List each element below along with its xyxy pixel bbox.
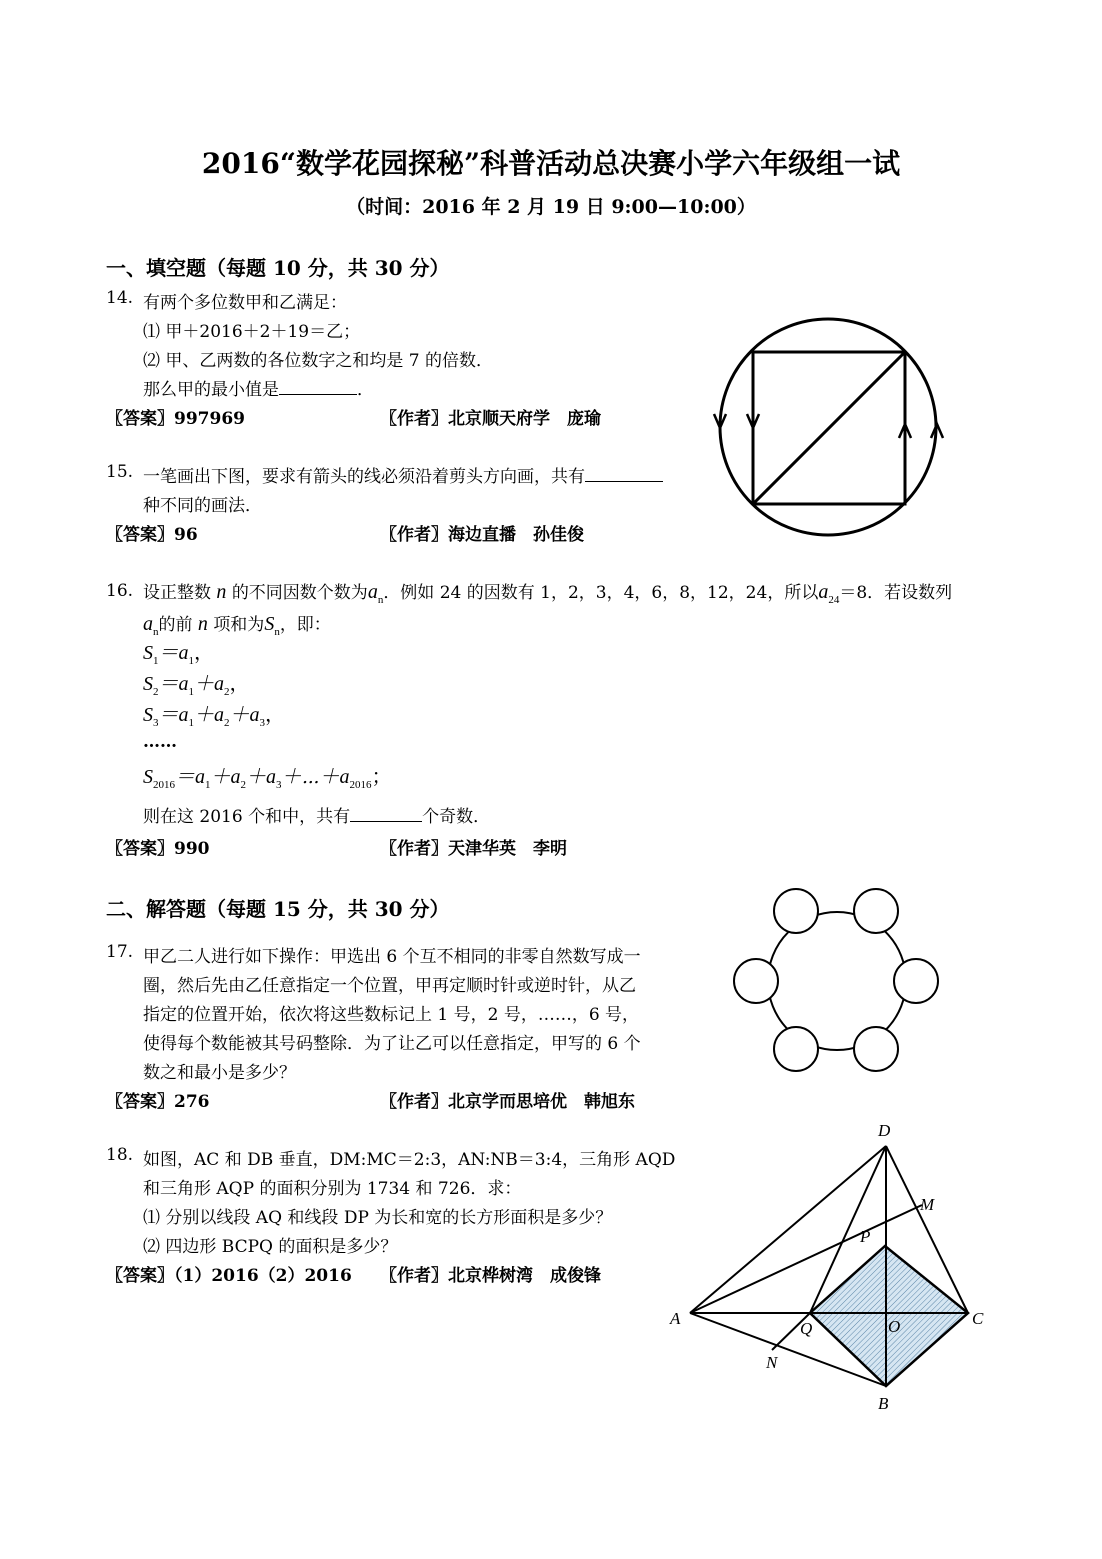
q16-var-a24 — [818, 581, 840, 606]
q15-figure — [700, 310, 960, 540]
eq4-plus1: ＋ — [210, 766, 231, 788]
eq2-plus: ＋ — [194, 673, 214, 695]
page-title: 2016“数学花园探秘”科普活动总决赛小学六年级组一试 — [201, 147, 901, 180]
q15-answer-blank[interactable] — [585, 467, 663, 482]
eq2-S: S — [143, 673, 153, 695]
q16-var-an — [367, 581, 384, 606]
q15-line1 — [143, 462, 663, 487]
q18-author: 〖作者〗北京桦树湾 成俊锋 — [380, 1266, 601, 1286]
q15-fig-diagonal — [753, 352, 905, 504]
eq4-a1: a — [195, 766, 205, 788]
eq4-a1-sub: 1 — [205, 779, 211, 791]
q14-line1: 有两个多位数甲和乙满足： — [143, 293, 347, 313]
q15-author: 〖作者〗海边直播 孙佳俊 — [380, 525, 584, 545]
q16-l1-text-a: 设正整数 — [143, 583, 211, 603]
q16-var-an2-base: a — [143, 613, 153, 635]
q17-slot-circle — [774, 1027, 818, 1071]
q16-var-an2-sub: n — [153, 626, 159, 638]
q18-number: 18. — [106, 1145, 134, 1165]
q14-answer: 〖答案〗997969 — [106, 409, 245, 429]
q18-label-p: P — [860, 1227, 871, 1246]
q16-ask — [143, 802, 490, 827]
q16-var-sn-base: S — [264, 613, 275, 635]
q17-line: 数之和最小是多少？ — [143, 1063, 296, 1083]
eq3-a1-sub: 1 — [188, 717, 194, 729]
eq4-a2: a — [230, 766, 241, 788]
eq4-S-sub: 2016 — [153, 779, 175, 791]
q16-l1-eq: ＝8 — [839, 583, 868, 603]
eq1-eq: ＝ — [158, 642, 179, 664]
q17-line: 圈，然后先由乙任意指定一个位置，甲再定顺时针或逆时针，从乙 — [143, 976, 636, 996]
q18-label-c: C — [972, 1309, 984, 1328]
q16-l1-text-d: ．若设数列 — [867, 583, 953, 603]
q16-var-n: n — [216, 581, 227, 603]
eq4-a3: a — [266, 766, 276, 788]
q16-var-a24-sub: 24 — [828, 594, 840, 606]
q16-ellipsis: …… — [143, 732, 177, 752]
q14-ask-text: 那么甲的最小值是 — [143, 380, 279, 400]
q16-answer: 〖答案〗990 — [106, 839, 210, 859]
q16-l1-text-c: ．例如 24 的因数有 1，2，3，4，6，8，12，24，所以 — [383, 583, 819, 603]
q14-cond1: ⑴ 甲＋2016＋2＋19＝乙； — [143, 322, 361, 342]
q16-author: 〖作者〗天津华英 李明 — [380, 839, 567, 859]
eq2-a2-sub: 2 — [224, 686, 230, 698]
q18-label-d: D — [878, 1121, 891, 1140]
q16-eq-s3 — [143, 698, 285, 729]
q17-line: 使得每个数能被其号码整除．为了让乙可以任意指定，甲写的 6 个 — [143, 1034, 641, 1054]
eq3-plus2: ＋ — [229, 704, 250, 726]
q17-slot-circle — [854, 1027, 898, 1071]
q16-answer-blank[interactable] — [350, 807, 422, 822]
q16-var-n2: n — [197, 613, 208, 635]
q17-answer: 〖答案〗276 — [106, 1092, 210, 1112]
exam-time: （时间：2016 年 2 月 19 日 9:00—10:00） — [346, 196, 756, 218]
q17-author: 〖作者〗北京学而思培优 韩旭东 — [380, 1092, 635, 1112]
q16-var-sn-sub: n — [274, 626, 280, 638]
q18-label-a: A — [670, 1309, 681, 1328]
eq2-S-sub: 2 — [153, 686, 159, 698]
q15-answer: 〖答案〗96 — [106, 525, 198, 545]
q14-ask-end: ． — [357, 380, 374, 400]
q16-l2-text-a: 的前 — [158, 615, 193, 635]
q14-cond2: ⑵ 甲、乙两数的各位数字之和均是 7 的倍数． — [143, 351, 494, 371]
q18-cond2: ⑵ 四边形 BCPQ 的面积是多少？ — [143, 1237, 398, 1257]
q14-answer-blank[interactable] — [279, 380, 357, 395]
eq4-semi: ； — [371, 766, 392, 788]
q18-line1: 如图，AC 和 DB 垂直，DM:MC＝2:3，AN:NB＝3:4，三角形 AQD — [143, 1150, 676, 1170]
eq4-a2016: a — [339, 766, 350, 788]
eq3-a2: a — [214, 704, 224, 726]
eq3-comma: ， — [265, 704, 285, 726]
eq3-S: S — [143, 704, 153, 726]
q18-label-b: B — [878, 1394, 889, 1413]
eq4-plus2: ＋ — [246, 766, 266, 788]
q15-number: 15. — [106, 462, 134, 482]
eq1-S: S — [143, 642, 153, 664]
q18-figure — [660, 1118, 1000, 1418]
eq1-S-sub: 1 — [153, 655, 159, 667]
eq4-a2-sub: 2 — [240, 779, 246, 791]
q17-slot-circle — [774, 889, 818, 933]
q18-label-q: Q — [800, 1319, 813, 1338]
eq3-eq: ＝ — [158, 704, 179, 726]
q14-number: 14. — [106, 288, 134, 308]
q18-label-m: M — [920, 1195, 935, 1214]
eq2-a1-sub: 1 — [188, 686, 194, 698]
eq3-a3-sub: 3 — [259, 717, 265, 729]
q16-ask-end: 个奇数． — [422, 807, 491, 827]
q16-var-an2 — [143, 613, 159, 638]
q16-line1 — [143, 578, 952, 606]
q17-slot-circle — [854, 889, 898, 933]
q16-l2-text-b: 项和为 — [213, 615, 265, 635]
q17-number: 17. — [106, 942, 134, 962]
q17-line: 甲乙二人进行如下操作：甲选出 6 个互不相同的非零自然数写成一 — [143, 947, 641, 967]
q17-slot-circle — [734, 959, 778, 1003]
eq1-comma: ， — [194, 642, 214, 664]
q18-line2: 和三角形 AQP 的面积分别为 1734 和 726．求： — [143, 1179, 522, 1199]
q17-line: 指定的位置开始，依次将这些数标记上 1 号，2 号，……，6 号， — [143, 1005, 640, 1025]
q18-cond1: ⑴ 分别以线段 AQ 和线段 DP 为长和宽的长方形面积是多少？ — [143, 1208, 613, 1228]
eq3-a3: a — [249, 704, 260, 726]
q16-number: 16. — [106, 581, 134, 601]
q16-var-an-sub: n — [377, 594, 384, 606]
q16-var-sn — [264, 613, 280, 638]
eq1-a1: a — [178, 642, 189, 664]
q14-ask — [143, 375, 374, 400]
eq4-a3-sub: 3 — [276, 779, 282, 791]
q16-l1-text-b: 的不同因数个数为 — [231, 583, 368, 603]
q16-line2 — [143, 610, 331, 638]
q16-l2-text-c: ，即： — [279, 615, 331, 635]
eq1-a1-sub: 1 — [188, 655, 194, 667]
eq3-plus1: ＋ — [194, 704, 214, 726]
eq2-comma: ， — [229, 673, 250, 695]
section-1-heading: 一、填空题（每题 10 分，共 30 分） — [106, 256, 450, 280]
q16-eq-s2 — [143, 667, 250, 698]
q18-answer: 〖答案〗（1）2016（2）2016 — [106, 1266, 352, 1286]
eq2-a2: a — [214, 673, 224, 695]
q17-figure — [730, 885, 945, 1075]
q15-line2: 种不同的画法． — [143, 496, 262, 516]
section-2-heading: 二、解答题（每题 15 分，共 30 分） — [106, 897, 450, 921]
eq2-eq: ＝ — [158, 673, 179, 695]
eq3-a2-sub: 2 — [224, 717, 230, 729]
q15-line1-text: 一笔画出下图，要求有箭头的线必须沿着剪头方向画，共有 — [143, 467, 585, 487]
q16-eq-s2016 — [143, 760, 392, 791]
q16-eq-s1 — [143, 636, 214, 667]
q16-var-an-base: a — [367, 581, 378, 603]
eq4-a2016-sub: 2016 — [349, 779, 372, 791]
q18-label-n: N — [766, 1353, 778, 1372]
q18-label-o: O — [888, 1317, 901, 1336]
q14-author: 〖作者〗北京顺天府学 庞瑜 — [380, 409, 601, 429]
eq2-a1: a — [178, 673, 189, 695]
q16-var-a24-base: a — [818, 581, 829, 603]
eq4-S: S — [143, 766, 153, 788]
q17-slot-circle — [894, 959, 938, 1003]
eq3-S-sub: 3 — [153, 717, 159, 729]
eq3-a1: a — [178, 704, 189, 726]
q16-ask-text: 则在这 2016 个和中，共有 — [143, 807, 351, 827]
eq4-plus-dots: ＋⋯＋ — [281, 766, 340, 788]
eq4-eq: ＝ — [175, 766, 195, 788]
